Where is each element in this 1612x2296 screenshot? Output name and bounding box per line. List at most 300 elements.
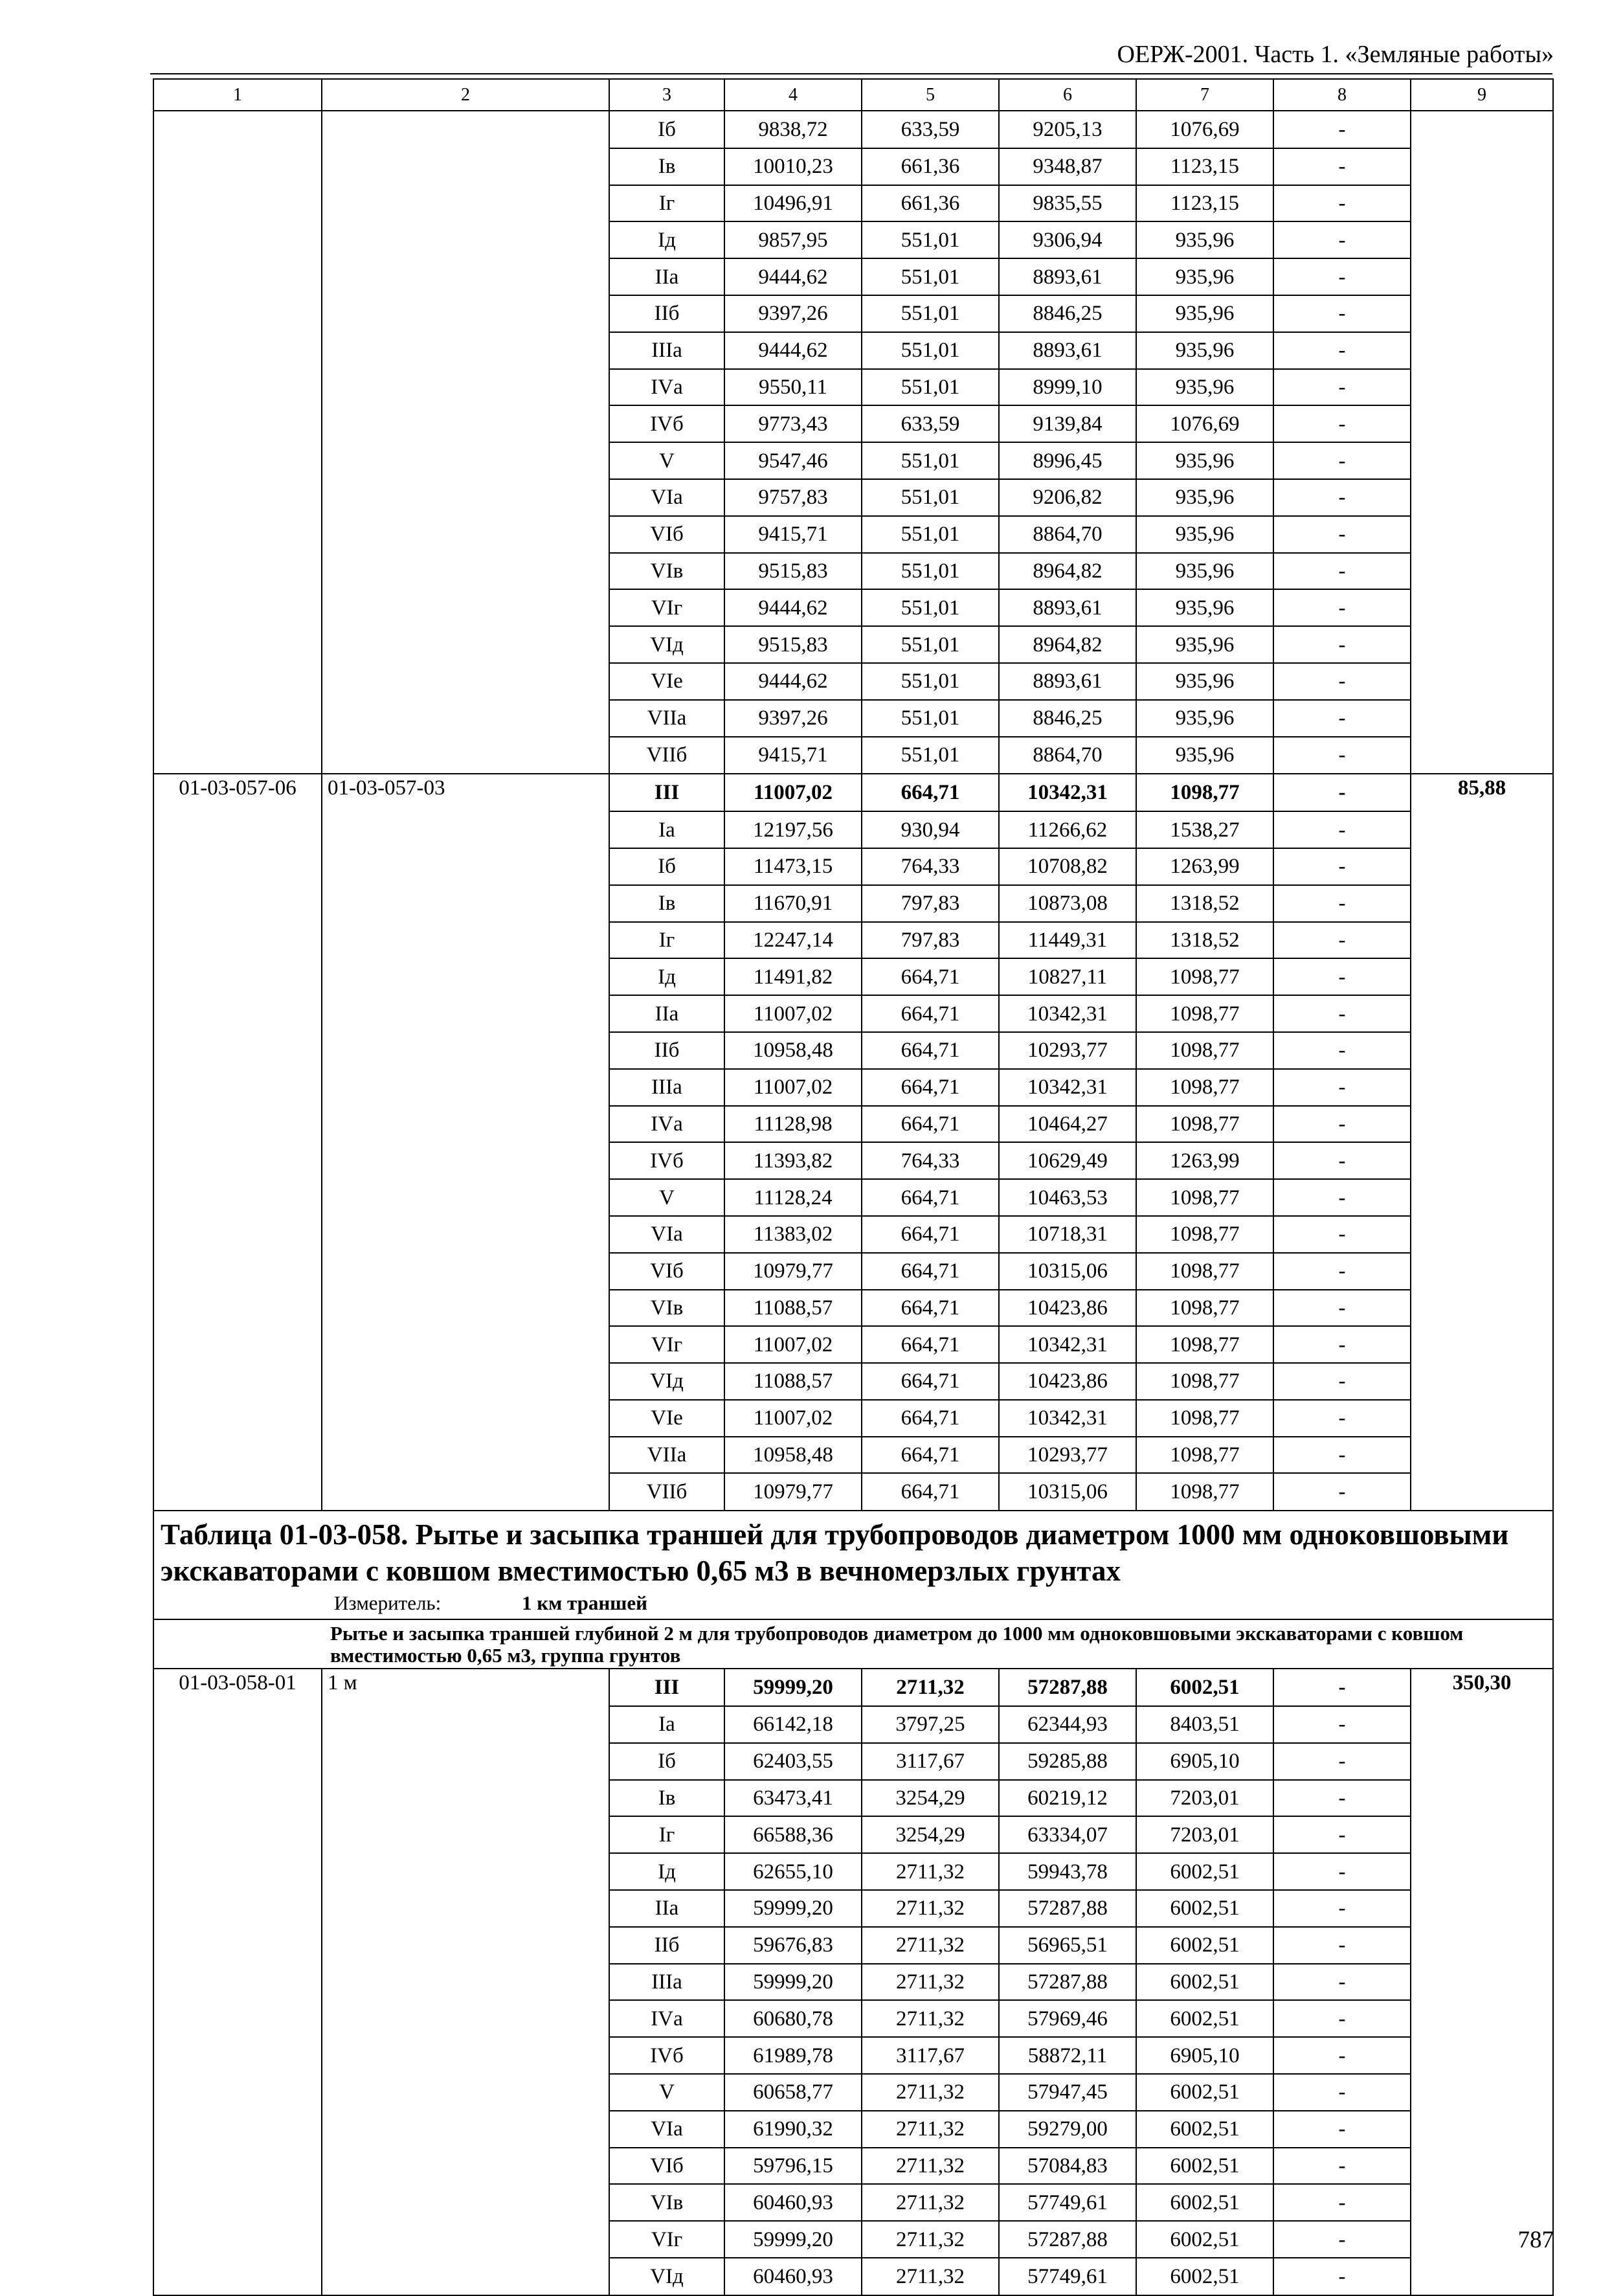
- name-cell: [322, 1743, 609, 1780]
- value-cell: -: [1273, 1780, 1411, 1817]
- code-cell: [153, 1069, 322, 1106]
- total-cell: [1411, 369, 1553, 406]
- table-row: [153, 258, 1553, 295]
- value-cell: 9415,71: [724, 737, 862, 774]
- value-cell: -: [1273, 1437, 1411, 1474]
- total-cell: [1411, 516, 1553, 553]
- value-cell: 1098,77: [1136, 1032, 1273, 1069]
- value-cell: -: [1273, 111, 1411, 148]
- value-cell: 1263,99: [1136, 848, 1273, 885]
- work-description: Рытье и засыпка траншей глубиной 2 м для трубопроводов диаметром до 1000 мм одноковшовыми экскаваторами с ковшом вместимостью 0,65 м3, группа грунтов: [153, 1619, 1553, 1669]
- code-cell: [153, 2148, 322, 2185]
- table-row: [153, 111, 1553, 148]
- name-cell: [322, 148, 609, 185]
- code-cell: [153, 663, 322, 700]
- soil-group-cell: Iб: [609, 111, 724, 148]
- value-cell: 59943,78: [999, 1853, 1136, 1890]
- table-row: [153, 774, 1553, 811]
- table-row: [153, 700, 1553, 737]
- value-cell: 551,01: [862, 258, 999, 295]
- total-cell: [1411, 1964, 1553, 2001]
- total-cell: [1411, 2184, 1553, 2221]
- name-cell: 01-03-057-03: [322, 774, 609, 811]
- value-cell: 11473,15: [724, 848, 862, 885]
- table-row: [153, 1179, 1553, 1216]
- value-cell: -: [1273, 295, 1411, 332]
- name-cell: [322, 848, 609, 885]
- name-cell: [322, 1069, 609, 1106]
- measure-line: [161, 1590, 1547, 1616]
- value-cell: 10423,86: [999, 1363, 1136, 1400]
- table-row: [153, 995, 1553, 1032]
- price-table: [153, 78, 1554, 2296]
- soil-group-cell: VIа: [609, 479, 724, 516]
- column-number-row: [153, 79, 1553, 111]
- table-row: [153, 848, 1553, 885]
- value-cell: 59999,20: [724, 1669, 862, 1706]
- name-cell: [322, 369, 609, 406]
- value-cell: 10293,77: [999, 1437, 1136, 1474]
- name-cell: [322, 2184, 609, 2221]
- soil-group-cell: Iд: [609, 958, 724, 995]
- soil-group-cell: VIб: [609, 516, 724, 553]
- value-cell: 10315,06: [999, 1473, 1136, 1511]
- soil-group-cell: III: [609, 1669, 724, 1706]
- total-cell: [1411, 1069, 1553, 1106]
- value-cell: 633,59: [862, 405, 999, 442]
- name-cell: [322, 1927, 609, 1964]
- value-cell: 10342,31: [999, 1326, 1136, 1363]
- code-cell: [153, 700, 322, 737]
- value-cell: 664,71: [862, 1473, 999, 1511]
- value-cell: 3117,67: [862, 2037, 999, 2074]
- table-row: [153, 1743, 1553, 1780]
- value-cell: 2711,32: [862, 1669, 999, 1706]
- measure-value: 1 км траншей: [522, 1592, 647, 1615]
- value-cell: 664,71: [862, 1032, 999, 1069]
- value-cell: 664,71: [862, 1216, 999, 1253]
- code-cell: [153, 1400, 322, 1437]
- value-cell: 935,96: [1136, 258, 1273, 295]
- value-cell: 8403,51: [1136, 1706, 1273, 1743]
- column-number: 5: [862, 79, 999, 111]
- value-cell: 551,01: [862, 479, 999, 516]
- value-cell: 61989,78: [724, 2037, 862, 2074]
- name-cell: [322, 1032, 609, 1069]
- soil-group-cell: VIб: [609, 1253, 724, 1290]
- value-cell: -: [1273, 2074, 1411, 2111]
- code-cell: [153, 2074, 322, 2111]
- value-cell: 9444,62: [724, 589, 862, 626]
- value-cell: 11007,02: [724, 774, 862, 811]
- soil-group-cell: VIа: [609, 1216, 724, 1253]
- value-cell: -: [1273, 626, 1411, 663]
- total-cell: [1411, 332, 1553, 369]
- value-cell: -: [1273, 1142, 1411, 1179]
- value-cell: 9857,95: [724, 221, 862, 258]
- code-cell: [153, 1253, 322, 1290]
- soil-group-cell: VIв: [609, 1290, 724, 1327]
- value-cell: 633,59: [862, 111, 999, 148]
- value-cell: 11128,98: [724, 1106, 862, 1143]
- value-cell: 11007,02: [724, 1326, 862, 1363]
- code-cell: [153, 2221, 322, 2258]
- value-cell: 60460,93: [724, 2184, 862, 2221]
- value-cell: -: [1273, 848, 1411, 885]
- value-cell: 9773,43: [724, 405, 862, 442]
- value-cell: 9838,72: [724, 111, 862, 148]
- code-cell: [153, 405, 322, 442]
- value-cell: 57749,61: [999, 2184, 1136, 2221]
- name-cell: [322, 1964, 609, 2001]
- soil-group-cell: VIе: [609, 1400, 724, 1437]
- value-cell: 62403,55: [724, 1743, 862, 1780]
- value-cell: 935,96: [1136, 737, 1273, 774]
- value-cell: -: [1273, 811, 1411, 848]
- name-cell: [322, 1179, 609, 1216]
- value-cell: 8893,61: [999, 663, 1136, 700]
- value-cell: 2711,32: [862, 1853, 999, 1890]
- table-row: [153, 589, 1553, 626]
- total-cell: [1411, 626, 1553, 663]
- value-cell: 8846,25: [999, 295, 1136, 332]
- value-cell: 59279,00: [999, 2111, 1136, 2148]
- value-cell: -: [1273, 553, 1411, 590]
- value-cell: 60460,93: [724, 2258, 862, 2295]
- value-cell: 935,96: [1136, 553, 1273, 590]
- value-cell: -: [1273, 2221, 1411, 2258]
- value-cell: 2711,32: [862, 2148, 999, 2185]
- value-cell: -: [1273, 405, 1411, 442]
- value-cell: 551,01: [862, 626, 999, 663]
- value-cell: 8864,70: [999, 516, 1136, 553]
- name-cell: [322, 295, 609, 332]
- value-cell: 10496,91: [724, 185, 862, 222]
- total-cell: [1411, 1106, 1553, 1143]
- value-cell: 59676,83: [724, 1927, 862, 1964]
- value-cell: 59285,88: [999, 1743, 1136, 1780]
- soil-group-cell: VIа: [609, 2111, 724, 2148]
- value-cell: 7203,01: [1136, 1816, 1273, 1853]
- value-cell: -: [1273, 1179, 1411, 1216]
- value-cell: 57084,83: [999, 2148, 1136, 2185]
- total-cell: [1411, 1216, 1553, 1253]
- total-cell: [1411, 1927, 1553, 1964]
- table-row: [153, 1069, 1553, 1106]
- total-cell: [1411, 2037, 1553, 2074]
- soil-group-cell: IIа: [609, 258, 724, 295]
- soil-group-cell: Iв: [609, 885, 724, 922]
- value-cell: 1098,77: [1136, 1363, 1273, 1400]
- total-cell: [1411, 1363, 1553, 1400]
- code-cell: [153, 2000, 322, 2037]
- value-cell: 935,96: [1136, 369, 1273, 406]
- column-number: 6: [999, 79, 1136, 111]
- name-cell: [322, 1816, 609, 1853]
- table-row: [153, 2258, 1553, 2295]
- name-cell: [322, 1253, 609, 1290]
- value-cell: 9348,87: [999, 148, 1136, 185]
- soil-group-cell: VIIб: [609, 1473, 724, 1511]
- name-cell: [322, 1326, 609, 1363]
- value-cell: 57287,88: [999, 1890, 1136, 1927]
- table-row: [153, 221, 1553, 258]
- value-cell: 935,96: [1136, 626, 1273, 663]
- value-cell: -: [1273, 922, 1411, 959]
- value-cell: 3797,25: [862, 1706, 999, 1743]
- value-cell: 9757,83: [724, 479, 862, 516]
- table-row: [153, 1032, 1553, 1069]
- value-cell: 1098,77: [1136, 1437, 1273, 1474]
- value-cell: -: [1273, 2258, 1411, 2295]
- table-row: [153, 442, 1553, 479]
- name-cell: [322, 1780, 609, 1817]
- name-cell: [322, 1142, 609, 1179]
- name-cell: [322, 1363, 609, 1400]
- value-cell: 1098,77: [1136, 1216, 1273, 1253]
- value-cell: -: [1273, 663, 1411, 700]
- value-cell: 551,01: [862, 221, 999, 258]
- value-cell: 6002,51: [1136, 1853, 1273, 1890]
- value-cell: 10342,31: [999, 1069, 1136, 1106]
- name-cell: [322, 885, 609, 922]
- value-cell: 2711,32: [862, 1890, 999, 1927]
- total-cell: [1411, 295, 1553, 332]
- value-cell: 9444,62: [724, 663, 862, 700]
- value-cell: 10979,77: [724, 1473, 862, 1511]
- value-cell: 11007,02: [724, 1400, 862, 1437]
- table-row: [153, 1290, 1553, 1327]
- soil-group-cell: VIб: [609, 2148, 724, 2185]
- value-cell: 62655,10: [724, 1853, 862, 1890]
- soil-group-cell: IIб: [609, 1032, 724, 1069]
- value-cell: -: [1273, 2111, 1411, 2148]
- value-cell: 11007,02: [724, 1069, 862, 1106]
- value-cell: 61990,32: [724, 2111, 862, 2148]
- soil-group-cell: VIг: [609, 589, 724, 626]
- code-cell: [153, 885, 322, 922]
- name-cell: [322, 111, 609, 148]
- value-cell: -: [1273, 2000, 1411, 2037]
- total-cell: [1411, 1179, 1553, 1216]
- value-cell: 8893,61: [999, 589, 1136, 626]
- value-cell: -: [1273, 885, 1411, 922]
- measure-label: Измеритель:: [334, 1592, 442, 1615]
- value-cell: 935,96: [1136, 332, 1273, 369]
- total-cell: [1411, 2074, 1553, 2111]
- name-cell: [322, 922, 609, 959]
- value-cell: 664,71: [862, 1400, 999, 1437]
- column-number: 2: [322, 79, 609, 111]
- code-cell: [153, 811, 322, 848]
- value-cell: 6002,51: [1136, 2074, 1273, 2111]
- value-cell: 551,01: [862, 332, 999, 369]
- name-cell: [322, 332, 609, 369]
- value-cell: 2711,32: [862, 1964, 999, 2001]
- soil-group-cell: VIг: [609, 1326, 724, 1363]
- code-cell: [153, 185, 322, 222]
- value-cell: 935,96: [1136, 589, 1273, 626]
- code-cell: [153, 1216, 322, 1253]
- value-cell: 935,96: [1136, 442, 1273, 479]
- value-cell: -: [1273, 1216, 1411, 1253]
- value-cell: -: [1273, 1706, 1411, 1743]
- soil-group-cell: VIд: [609, 1363, 724, 1400]
- value-cell: -: [1273, 737, 1411, 774]
- name-cell: [322, 737, 609, 774]
- code-cell: [153, 442, 322, 479]
- code-cell: [153, 369, 322, 406]
- total-cell: [1411, 848, 1553, 885]
- total-cell: [1411, 479, 1553, 516]
- value-cell: 551,01: [862, 516, 999, 553]
- value-cell: 2711,32: [862, 2074, 999, 2111]
- soil-group-cell: IVа: [609, 1106, 724, 1143]
- name-cell: [322, 405, 609, 442]
- value-cell: 3117,67: [862, 1743, 999, 1780]
- name-cell: [322, 221, 609, 258]
- name-cell: [322, 1890, 609, 1927]
- table-row: [153, 1706, 1553, 1743]
- soil-group-cell: V: [609, 442, 724, 479]
- value-cell: 8999,10: [999, 369, 1136, 406]
- code-cell: [153, 111, 322, 148]
- value-cell: 930,94: [862, 811, 999, 848]
- value-cell: 2711,32: [862, 2221, 999, 2258]
- value-cell: 59999,20: [724, 1964, 862, 2001]
- soil-group-cell: Iд: [609, 221, 724, 258]
- value-cell: -: [1273, 258, 1411, 295]
- table-row: [153, 295, 1553, 332]
- total-cell: [1411, 663, 1553, 700]
- soil-group-cell: VIв: [609, 553, 724, 590]
- value-cell: 10873,08: [999, 885, 1136, 922]
- table-row: [153, 1964, 1553, 2001]
- table-row: [153, 479, 1553, 516]
- value-cell: -: [1273, 1927, 1411, 1964]
- value-cell: 2711,32: [862, 2111, 999, 2148]
- soil-group-cell: V: [609, 1179, 724, 1216]
- value-cell: 1098,77: [1136, 1473, 1273, 1511]
- name-cell: [322, 258, 609, 295]
- table-row: [153, 1326, 1553, 1363]
- value-cell: 10827,11: [999, 958, 1136, 995]
- value-cell: 59999,20: [724, 1890, 862, 1927]
- value-cell: 764,33: [862, 848, 999, 885]
- value-cell: 62344,93: [999, 1706, 1136, 1743]
- value-cell: 11449,31: [999, 922, 1136, 959]
- value-cell: 66142,18: [724, 1706, 862, 1743]
- value-cell: 797,83: [862, 922, 999, 959]
- name-cell: [322, 1400, 609, 1437]
- soil-group-cell: Iг: [609, 922, 724, 959]
- value-cell: 1098,77: [1136, 1290, 1273, 1327]
- table-row: [153, 1216, 1553, 1253]
- value-cell: -: [1273, 958, 1411, 995]
- value-cell: 1098,77: [1136, 1179, 1273, 1216]
- soil-group-cell: Iа: [609, 1706, 724, 1743]
- value-cell: 664,71: [862, 774, 999, 811]
- name-cell: [322, 700, 609, 737]
- value-cell: 935,96: [1136, 479, 1273, 516]
- value-cell: 60680,78: [724, 2000, 862, 2037]
- total-cell: [1411, 221, 1553, 258]
- name-cell: [322, 2074, 609, 2111]
- table-row: [153, 2148, 1553, 2185]
- code-cell: [153, 1853, 322, 1890]
- value-cell: 1098,77: [1136, 1069, 1273, 1106]
- total-cell: [1411, 1142, 1553, 1179]
- table-row: [153, 1780, 1553, 1817]
- value-cell: 10708,82: [999, 848, 1136, 885]
- name-cell: [322, 626, 609, 663]
- value-cell: 56965,51: [999, 1927, 1136, 1964]
- value-cell: 11128,24: [724, 1179, 862, 1216]
- total-cell: 85,88: [1411, 774, 1553, 811]
- value-cell: -: [1273, 516, 1411, 553]
- soil-group-cell: Iб: [609, 848, 724, 885]
- value-cell: 6002,51: [1136, 2258, 1273, 2295]
- value-cell: 10010,23: [724, 148, 862, 185]
- name-cell: [322, 185, 609, 222]
- value-cell: -: [1273, 1363, 1411, 1400]
- total-cell: [1411, 405, 1553, 442]
- value-cell: 11491,82: [724, 958, 862, 995]
- code-cell: [153, 1179, 322, 1216]
- total-cell: [1411, 1437, 1553, 1474]
- value-cell: 661,36: [862, 148, 999, 185]
- soil-group-cell: VIIб: [609, 737, 724, 774]
- value-cell: 11670,91: [724, 885, 862, 922]
- value-cell: -: [1273, 1964, 1411, 2001]
- value-cell: -: [1273, 442, 1411, 479]
- name-cell: [322, 1106, 609, 1143]
- value-cell: 10958,48: [724, 1437, 862, 1474]
- value-cell: 60219,12: [999, 1780, 1136, 1817]
- value-cell: 1076,69: [1136, 111, 1273, 148]
- value-cell: 10629,49: [999, 1142, 1136, 1179]
- value-cell: 1318,52: [1136, 922, 1273, 959]
- code-cell: [153, 1363, 322, 1400]
- value-cell: 6905,10: [1136, 1743, 1273, 1780]
- value-cell: 9205,13: [999, 111, 1136, 148]
- soil-group-cell: IIIа: [609, 332, 724, 369]
- name-cell: [322, 811, 609, 848]
- value-cell: 6002,51: [1136, 1964, 1273, 2001]
- soil-group-cell: VIд: [609, 2258, 724, 2295]
- value-cell: 661,36: [862, 185, 999, 222]
- name-cell: [322, 589, 609, 626]
- soil-group-cell: IVб: [609, 2037, 724, 2074]
- soil-group-cell: IIа: [609, 995, 724, 1032]
- value-cell: 1098,77: [1136, 774, 1273, 811]
- code-cell: [153, 148, 322, 185]
- value-cell: 1318,52: [1136, 885, 1273, 922]
- value-cell: 58872,11: [999, 2037, 1136, 2074]
- value-cell: 12197,56: [724, 811, 862, 848]
- value-cell: 10979,77: [724, 1253, 862, 1290]
- table-row: [153, 2111, 1553, 2148]
- column-number: 4: [724, 79, 862, 111]
- value-cell: 9444,62: [724, 332, 862, 369]
- value-cell: 60658,77: [724, 2074, 862, 2111]
- code-cell: [153, 553, 322, 590]
- header-rule: [150, 73, 1552, 74]
- soil-group-cell: IIа: [609, 1890, 724, 1927]
- code-cell: [153, 221, 322, 258]
- soil-group-cell: III: [609, 774, 724, 811]
- total-cell: [1411, 2000, 1553, 2037]
